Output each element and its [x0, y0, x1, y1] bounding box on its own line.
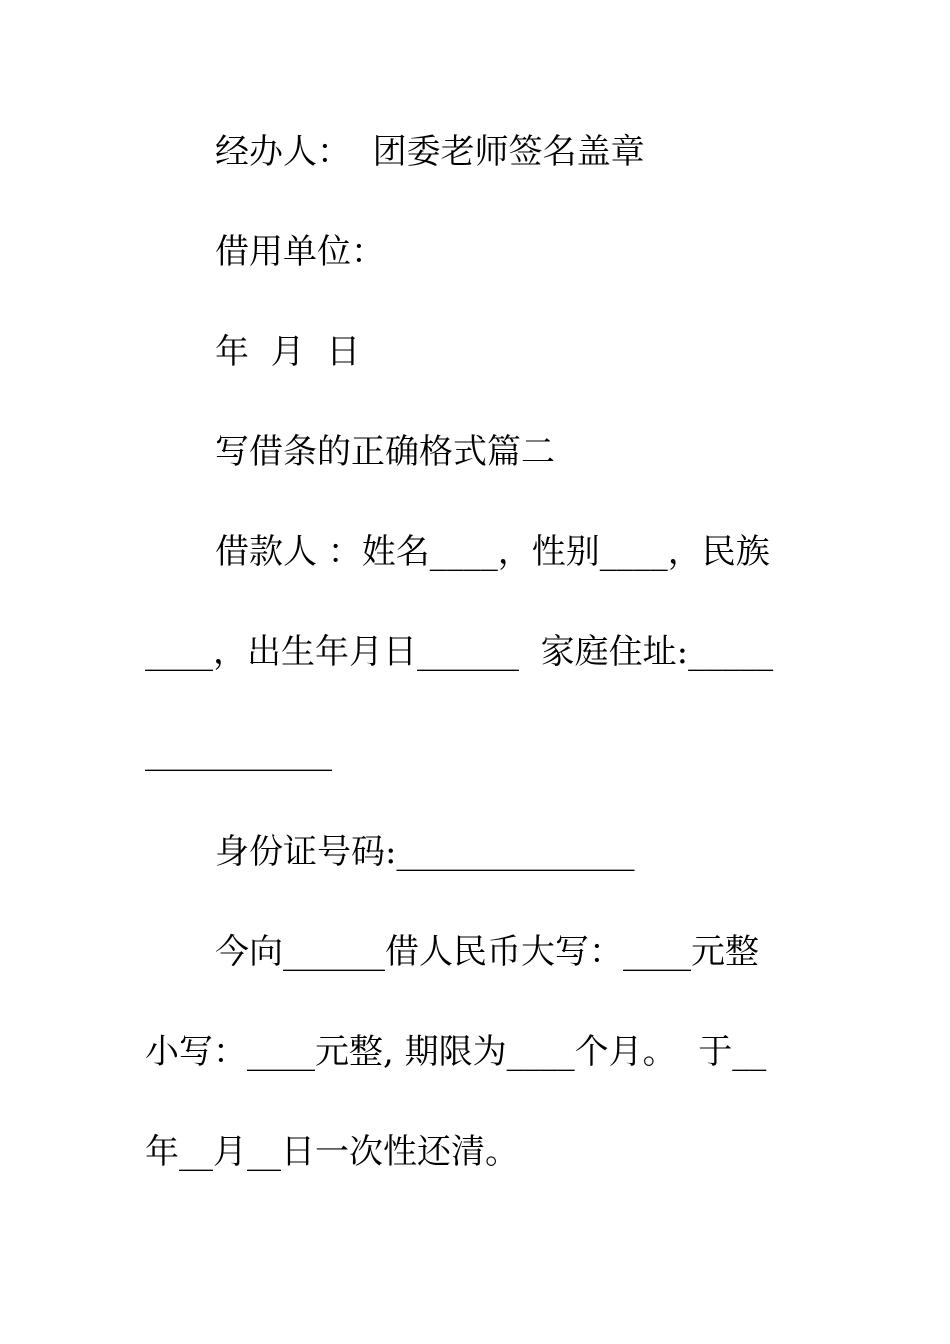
date-line: 年 月 日 [215, 332, 361, 372]
borrowing-unit-line: 借用单位： [215, 232, 385, 272]
id-number-line: 身份证号码:______________ [215, 832, 635, 872]
repayment-date-line: 年__月__日一次性还清。 [145, 1132, 519, 1172]
borrower-info-line: 借款人 ：姓名____，性别____，民族 [215, 532, 770, 572]
handler-signature-line: 经办人： 团委老师签名盖章 [215, 132, 645, 172]
address-continuation-line: ___________ [145, 732, 332, 772]
birth-address-line: ____，出生年月日______ 家庭住址:_____ [145, 632, 774, 672]
loan-term-line: 小写：____元整, 期限为____个月。 于__ [145, 1032, 767, 1072]
loan-amount-line: 今向______借人民币大写：____元整 [215, 932, 759, 972]
section-heading: 写借条的正确格式篇二 [215, 432, 555, 472]
